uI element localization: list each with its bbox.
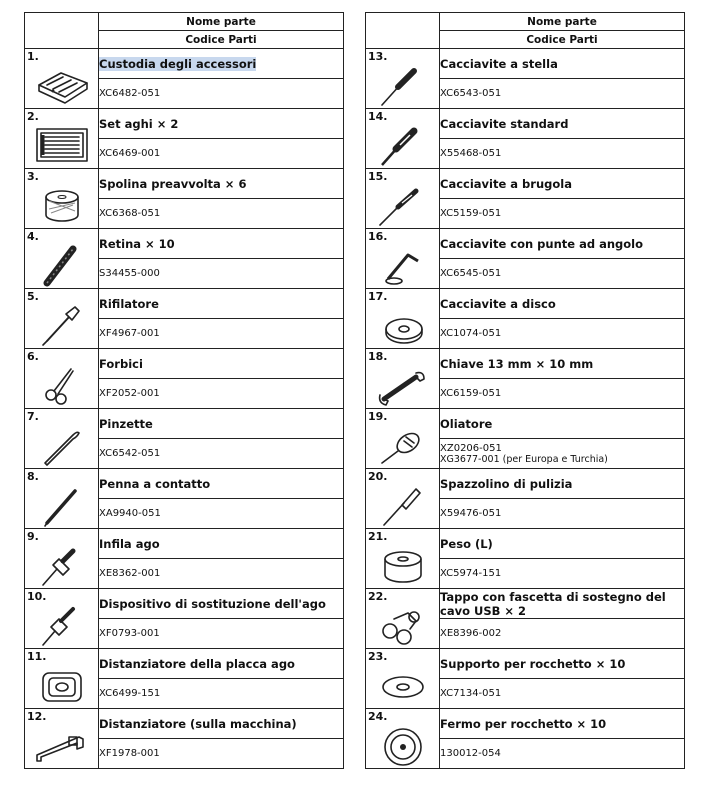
part-number: 3.: [27, 170, 39, 183]
allen-screwdriver-icon: [374, 183, 432, 227]
part-row: [25, 469, 344, 499]
part-code-cell: [99, 79, 344, 109]
part-name: Cacciavite a brugola: [440, 176, 572, 191]
part-number: 10.: [27, 590, 47, 603]
disc-screwdriver-icon: [374, 303, 432, 347]
part-name-cell: [440, 49, 685, 79]
part-code: XC5159-051: [440, 208, 502, 219]
part-image-cell: [366, 649, 440, 709]
part-image-cell: [25, 469, 99, 529]
part-name-cell: [440, 349, 685, 379]
part-code: XC6368-051: [99, 208, 161, 219]
part-row: [25, 289, 344, 319]
part-name: Tappo con fascetta di sostegno del cavo USB × 2: [440, 589, 666, 618]
part-name: Spazzolino di pulizia: [440, 476, 573, 491]
part-code-cell: [440, 319, 685, 349]
part-name: Cacciavite a stella: [440, 56, 558, 71]
part-name-cell: [99, 349, 344, 379]
part-number: 11.: [27, 650, 47, 663]
part-code: XC6499-151: [99, 688, 161, 699]
standard-screwdriver-icon: [374, 123, 432, 167]
part-number: 18.: [368, 350, 388, 363]
part-code: XE8396-002: [440, 628, 502, 639]
needle-set-icon: [33, 123, 91, 167]
parts-table-right-body: [366, 13, 685, 769]
part-row: [25, 169, 344, 199]
part-number: 9.: [27, 530, 39, 543]
wrench-icon: [374, 363, 432, 407]
part-name-cell: [99, 589, 344, 619]
part-row: [25, 409, 344, 439]
usb-cap-icon: [374, 603, 432, 647]
part-code: XC6542-051: [99, 448, 161, 459]
parts-table-left: [24, 12, 344, 769]
part-code-cell: [440, 499, 685, 529]
part-number: 2.: [27, 110, 39, 123]
part-row: [25, 529, 344, 559]
part-code: XC6482-051: [99, 88, 161, 99]
part-name-cell: [99, 649, 344, 679]
part-code-cell: [99, 559, 344, 589]
part-number: 6.: [27, 350, 39, 363]
needle-plate-spacer-icon: [33, 663, 91, 707]
part-image-cell: [25, 229, 99, 289]
oiler-icon: [374, 423, 432, 467]
part-name-cell: [440, 469, 685, 499]
part-name-cell: [440, 109, 685, 139]
part-name: Infila ago: [99, 536, 160, 551]
spool-felt-icon: [374, 663, 432, 707]
part-name: Distanziatore della placca ago: [99, 656, 295, 671]
part-code: X59476-051: [440, 508, 502, 519]
part-number: 17.: [368, 290, 388, 303]
part-name-cell: [440, 649, 685, 679]
part-code-cell: [440, 439, 685, 469]
spool-net-icon: [33, 243, 91, 287]
part-code-cell: [99, 739, 344, 769]
part-name-cell: [99, 229, 344, 259]
part-image-cell: [25, 109, 99, 169]
part-number: 14.: [368, 110, 388, 123]
part-number: 8.: [27, 470, 39, 483]
part-name: Cacciavite a disco: [440, 296, 556, 311]
part-code: XZ0206-051: [440, 442, 502, 454]
part-name-cell: [99, 409, 344, 439]
part-code: XC7134-051: [440, 688, 502, 699]
part-code-cell: [440, 79, 685, 109]
part-name-cell: [440, 409, 685, 439]
part-code: XF0793-001: [99, 628, 160, 639]
part-code-cell: [99, 499, 344, 529]
part-number: 13.: [368, 50, 388, 63]
part-code: XC6543-051: [440, 88, 502, 99]
part-name: Cacciavite standard: [440, 116, 569, 131]
part-row: [366, 709, 685, 739]
part-name-cell: [440, 169, 685, 199]
part-image-cell: [25, 709, 99, 769]
part-image-cell: [366, 349, 440, 409]
part-row: [25, 709, 344, 739]
part-row: [366, 469, 685, 499]
part-name: Cacciavite con punte ad angolo: [440, 236, 644, 251]
part-code-cell: [440, 139, 685, 169]
part-row: [366, 109, 685, 139]
machine-spacer-icon: [33, 723, 91, 767]
part-image-cell: [366, 409, 440, 469]
part-number: 22.: [368, 590, 388, 603]
part-code-alt: XG3677-001 (per Europa e Turchia): [440, 453, 608, 465]
part-name-cell: [99, 49, 344, 79]
part-row: [366, 589, 685, 619]
part-name-cell: [440, 589, 685, 619]
part-row: [366, 289, 685, 319]
part-name: Oliatore: [440, 416, 493, 431]
part-image-cell: [25, 529, 99, 589]
part-name: Forbici: [99, 356, 143, 371]
spool-cap-icon: [374, 723, 432, 767]
part-name-cell: [440, 529, 685, 559]
part-image-cell: [366, 529, 440, 589]
part-code: XA9940-051: [99, 508, 161, 519]
part-code: S34455-000: [99, 268, 160, 279]
part-name-cell: [440, 709, 685, 739]
part-code: XF2052-001: [99, 388, 160, 399]
part-name: Distanziatore (sulla macchina): [99, 716, 297, 731]
part-code-cell: [99, 619, 344, 649]
part-number: 12.: [27, 710, 47, 723]
part-row: [25, 349, 344, 379]
part-name-cell: [99, 529, 344, 559]
part-code: XC6545-051: [440, 268, 502, 279]
part-image-cell: [366, 289, 440, 349]
part-name: Retina × 10: [99, 236, 175, 251]
part-row: [366, 49, 685, 79]
part-number: 1.: [27, 50, 39, 63]
part-row: [25, 589, 344, 619]
part-number: 4.: [27, 230, 39, 243]
part-image-cell: [366, 709, 440, 769]
part-name: Chiave 13 mm × 10 mm: [440, 356, 594, 371]
scissors-icon: [33, 363, 91, 407]
part-row: [366, 409, 685, 439]
tweezers-icon: [33, 423, 91, 467]
parts-table-right: [365, 12, 685, 769]
part-code-cell: [99, 319, 344, 349]
part-code: 130012-054: [440, 748, 501, 759]
part-code: XC1074-051: [440, 328, 502, 339]
touch-pen-icon: [33, 483, 91, 527]
part-code-cell: [99, 199, 344, 229]
part-image-cell: [366, 469, 440, 529]
part-name-cell: [99, 109, 344, 139]
weight-icon: [374, 543, 432, 587]
part-name: Rifilatore: [99, 296, 159, 311]
needle-threader-icon: [33, 543, 91, 587]
part-name: Custodia degli accessori: [99, 56, 257, 71]
part-code-cell: [440, 619, 685, 649]
angled-screwdriver-icon: [374, 243, 432, 287]
part-number: 15.: [368, 170, 388, 183]
part-name-cell: [99, 289, 344, 319]
part-code-cell: [440, 379, 685, 409]
part-name: Set aghi × 2: [99, 116, 179, 131]
part-name-cell: [440, 229, 685, 259]
part-code-cell: [440, 259, 685, 289]
header-blank-cell: [366, 13, 440, 49]
header-blank-cell: [25, 13, 99, 49]
part-image-cell: [25, 169, 99, 229]
part-code: XE8362-001: [99, 568, 161, 579]
part-number: 5.: [27, 290, 39, 303]
part-row: [25, 109, 344, 139]
part-image-cell: [25, 49, 99, 109]
part-number: 16.: [368, 230, 388, 243]
header-name-cell: Nome parte: [440, 13, 685, 31]
phillips-screwdriver-icon: [374, 63, 432, 107]
part-code-cell: [440, 739, 685, 769]
cleaning-brush-icon: [374, 483, 432, 527]
part-name: Pinzette: [99, 416, 153, 431]
part-image-cell: [366, 589, 440, 649]
part-image-cell: [366, 49, 440, 109]
part-code-cell: [99, 139, 344, 169]
part-image-cell: [25, 349, 99, 409]
header-name-cell: Nome parte: [99, 13, 344, 31]
part-code-cell: [99, 259, 344, 289]
part-row: [366, 529, 685, 559]
part-image-cell: [25, 409, 99, 469]
part-name: Peso (L): [440, 536, 493, 551]
part-number: 7.: [27, 410, 39, 423]
part-image-cell: [25, 589, 99, 649]
part-image-cell: [25, 289, 99, 349]
part-number: 21.: [368, 530, 388, 543]
part-row: [366, 229, 685, 259]
accessory-case-icon: [33, 63, 91, 107]
header-code-cell: Codice Parti: [99, 31, 344, 49]
part-code: X55468-051: [440, 148, 502, 159]
part-code-cell: [99, 679, 344, 709]
part-image-cell: [366, 169, 440, 229]
part-name-cell: [440, 289, 685, 319]
part-code: XC6469-001: [99, 148, 161, 159]
part-name: Penna a contatto: [99, 476, 211, 491]
part-code: XC5974-151: [440, 568, 502, 579]
bobbin-icon: [33, 183, 91, 227]
part-code: XF4967-001: [99, 328, 160, 339]
parts-table-left-body: [25, 13, 344, 769]
part-row: [25, 49, 344, 79]
part-number: 20.: [368, 470, 388, 483]
part-row: [366, 169, 685, 199]
part-row: [25, 649, 344, 679]
part-row: [366, 649, 685, 679]
part-image-cell: [25, 649, 99, 709]
part-code-cell: [440, 199, 685, 229]
header-code-cell: Codice Parti: [440, 31, 685, 49]
part-code-cell: [440, 559, 685, 589]
part-name: Dispositivo di sostituzione dell'ago: [99, 596, 326, 611]
part-code: XF1978-001: [99, 748, 160, 759]
part-name-cell: [99, 709, 344, 739]
part-row: [25, 229, 344, 259]
part-number: 23.: [368, 650, 388, 663]
part-number: 19.: [368, 410, 388, 423]
part-name-cell: [99, 169, 344, 199]
part-image-cell: [366, 109, 440, 169]
part-name: Supporto per rocchetto × 10: [440, 656, 626, 671]
part-code-cell: [99, 379, 344, 409]
needle-insertion-tool-icon: [33, 603, 91, 647]
part-number: 24.: [368, 710, 388, 723]
part-code: XC6159-051: [440, 388, 502, 399]
part-name: Fermo per rocchetto × 10: [440, 716, 607, 731]
part-code-cell: [99, 439, 344, 469]
part-name-cell: [99, 469, 344, 499]
part-code-cell: [440, 679, 685, 709]
seam-ripper-icon: [33, 303, 91, 347]
part-image-cell: [366, 229, 440, 289]
part-row: [366, 349, 685, 379]
part-name: Spolina preavvolta × 6: [99, 176, 247, 191]
